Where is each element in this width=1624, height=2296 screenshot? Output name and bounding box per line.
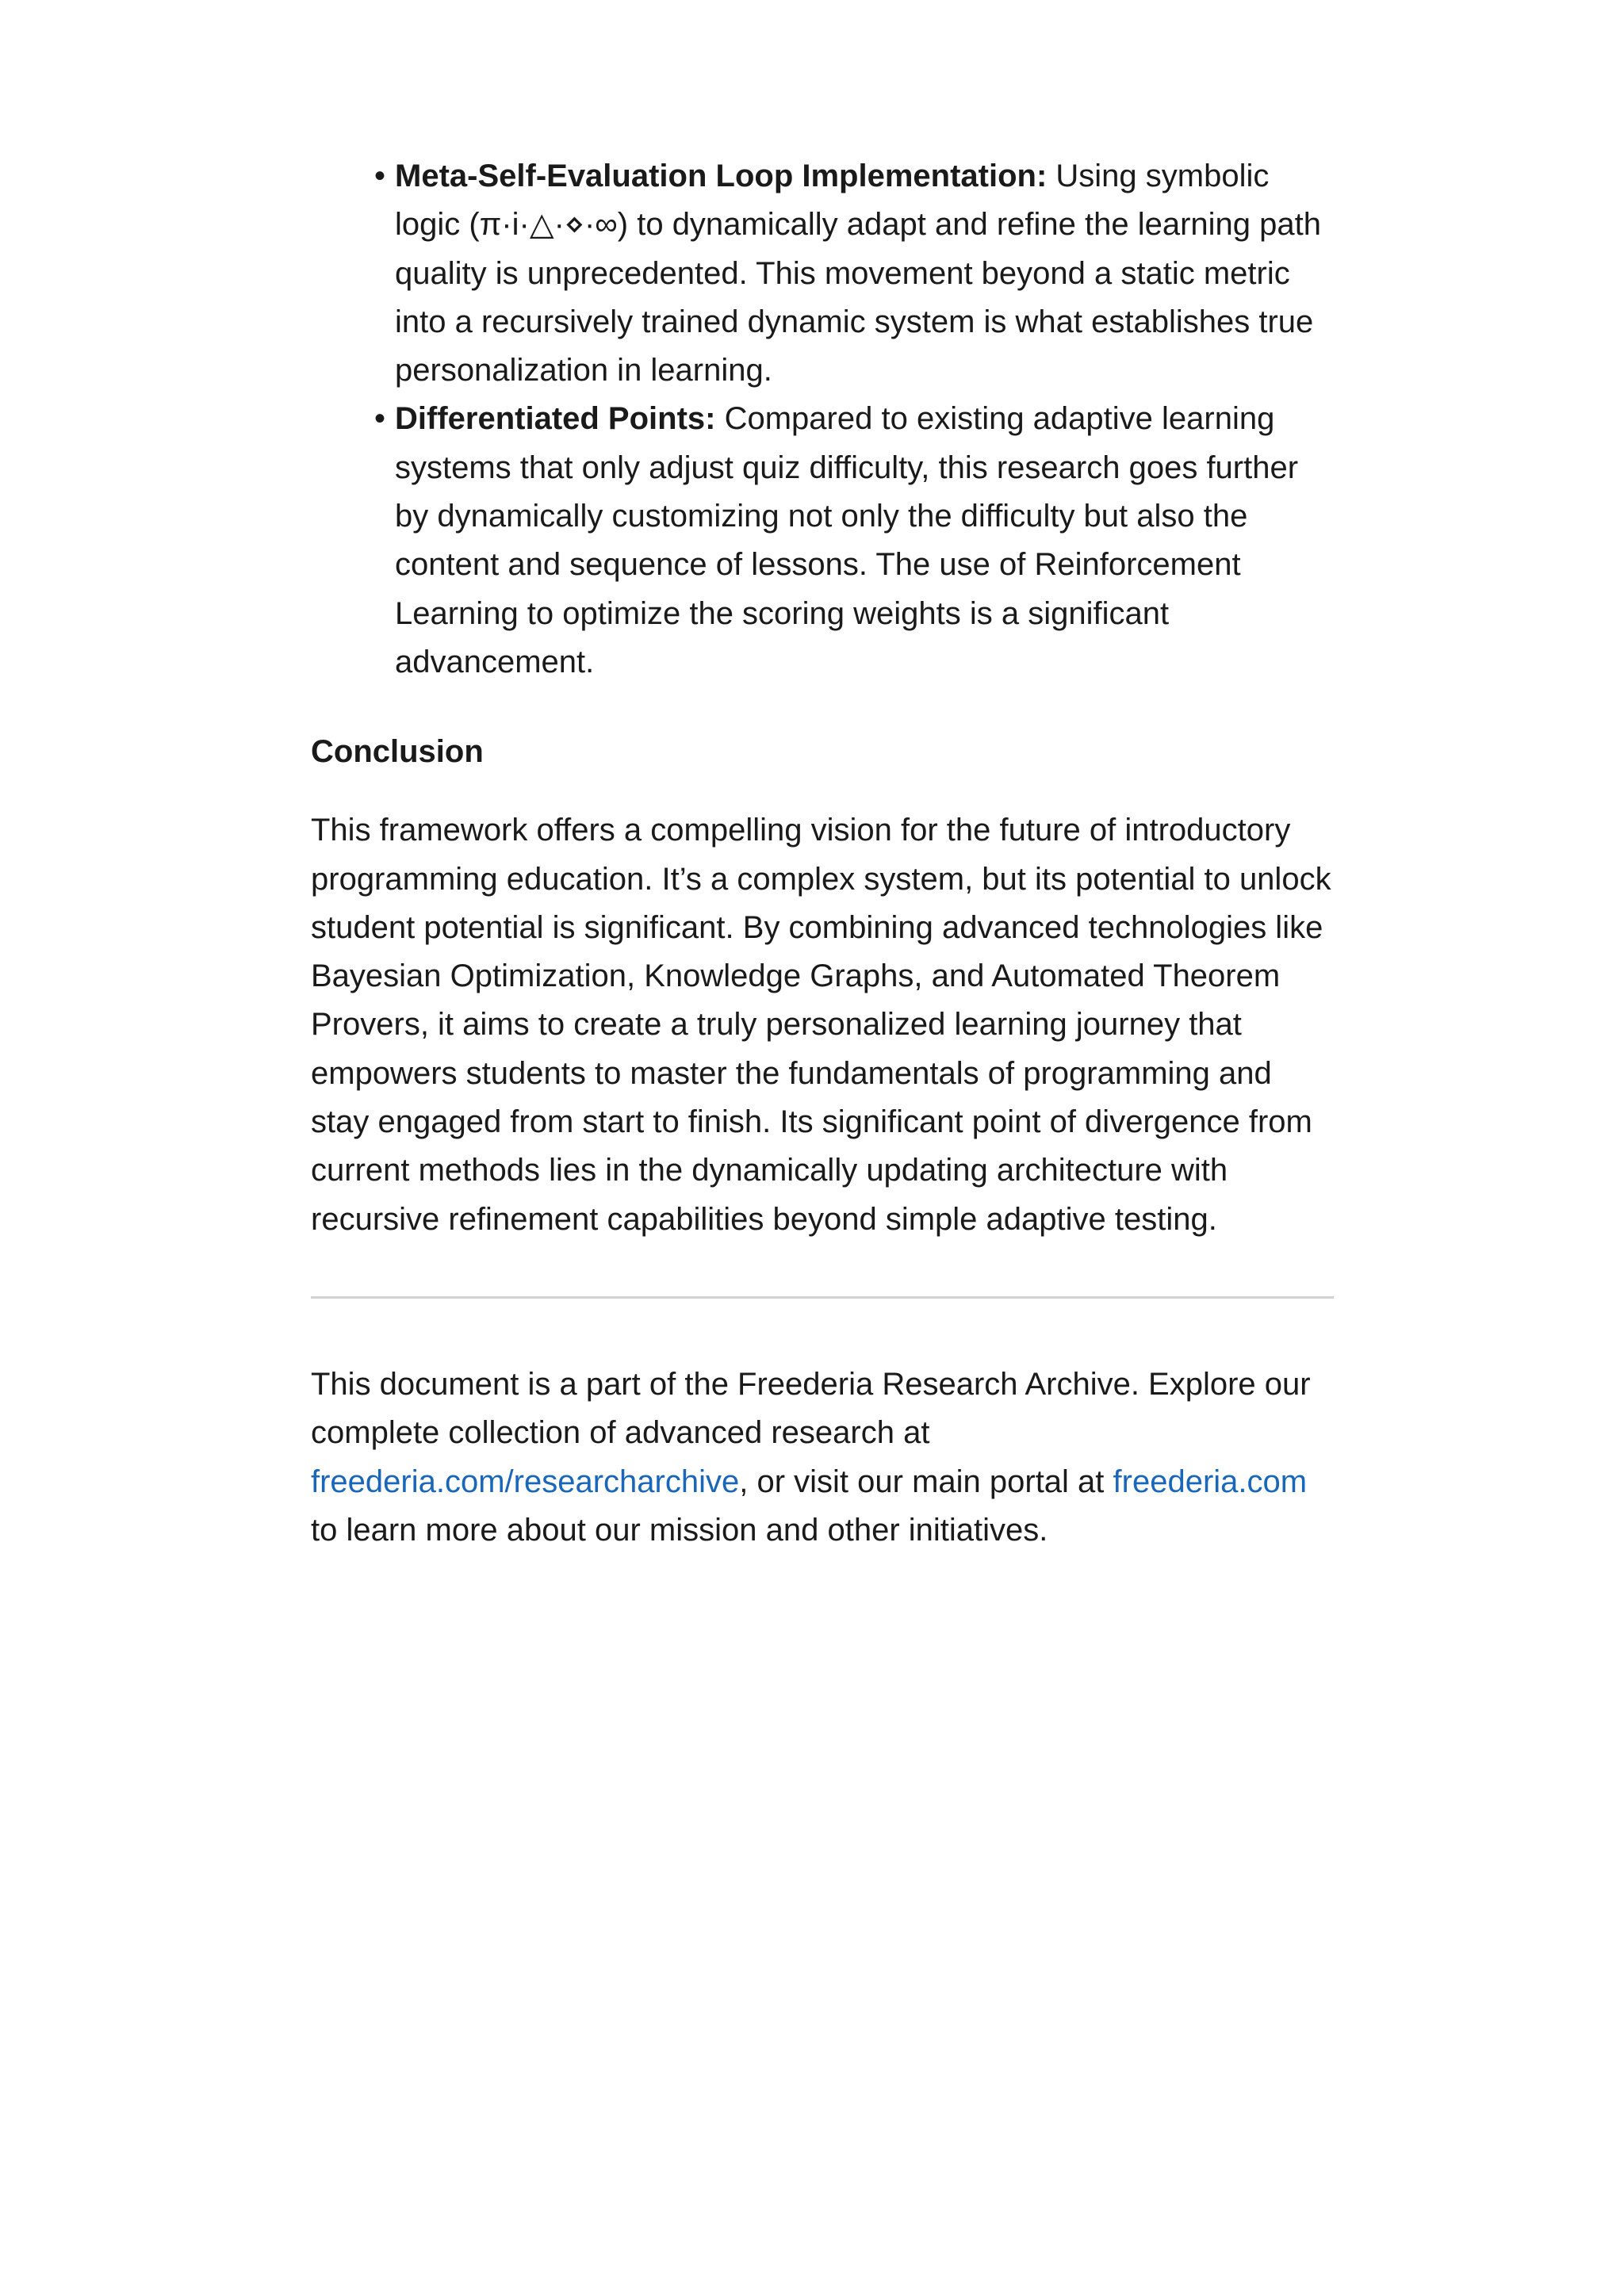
conclusion-paragraph: This framework offers a compelling vision for the future of introductory programming education. It’s a complex system, but its potential to unlock student potential is significant. By combining advanced technologies like Bayesian Optimization, Knowledge Graphs, and Automated Theorem Provers, it aims to create a truly personalized learning journey that empowers students to master the fundamentals of programming and stay engaged from start to finish. Its significant point of divergence from current methods lies in the dynamically updating architecture with recursive refinement capabilities beyond simple adaptive testing.	[311, 813, 1331, 1237]
main-portal-link[interactable]: freederia.com	[1113, 1464, 1308, 1499]
archive-footer-note	[311, 1360, 1334, 1555]
differentiation-bullet-list	[311, 152, 1334, 687]
footer-text-start: This document is a part of the Freederia Research Archive. Explore our complete collection of advanced research at	[311, 1366, 1311, 1451]
bullet-text: Using symbolic logic (π·i·△·⋄·∞) to dynamically adapt and refine the learning path quality is unprecedented. This movement beyond a static metric into a recursively trained dynamic system is what establishes true personalization in learning.	[395, 159, 1322, 388]
document-page	[311, 152, 1334, 1555]
conclusion-heading: Conclusion	[311, 734, 484, 770]
footer-text-middle: , or visit our main portal at	[739, 1464, 1113, 1499]
footer-text-end: to learn more about our mission and other initiatives.	[311, 1512, 1048, 1548]
section-divider	[311, 1296, 1334, 1299]
bullet-term: Differentiated Points:	[395, 401, 716, 437]
bullet-text: Compared to existing adaptive learning systems that only adjust quiz difficulty, this research goes further by dynamically customizing not only the difficulty but also the content and sequence of lessons. The use of Reinforcement Learning to optimize the scoring weights is a significant advancement.	[395, 401, 1299, 679]
bullet-term: Meta-Self-Evaluation Loop Implementation:	[395, 159, 1048, 193]
research-archive-link[interactable]: freederia.com/researcharchive	[311, 1464, 740, 1499]
list-item-differentiated-points	[395, 395, 1334, 687]
list-item-meta-self-evaluation	[395, 152, 1334, 395]
